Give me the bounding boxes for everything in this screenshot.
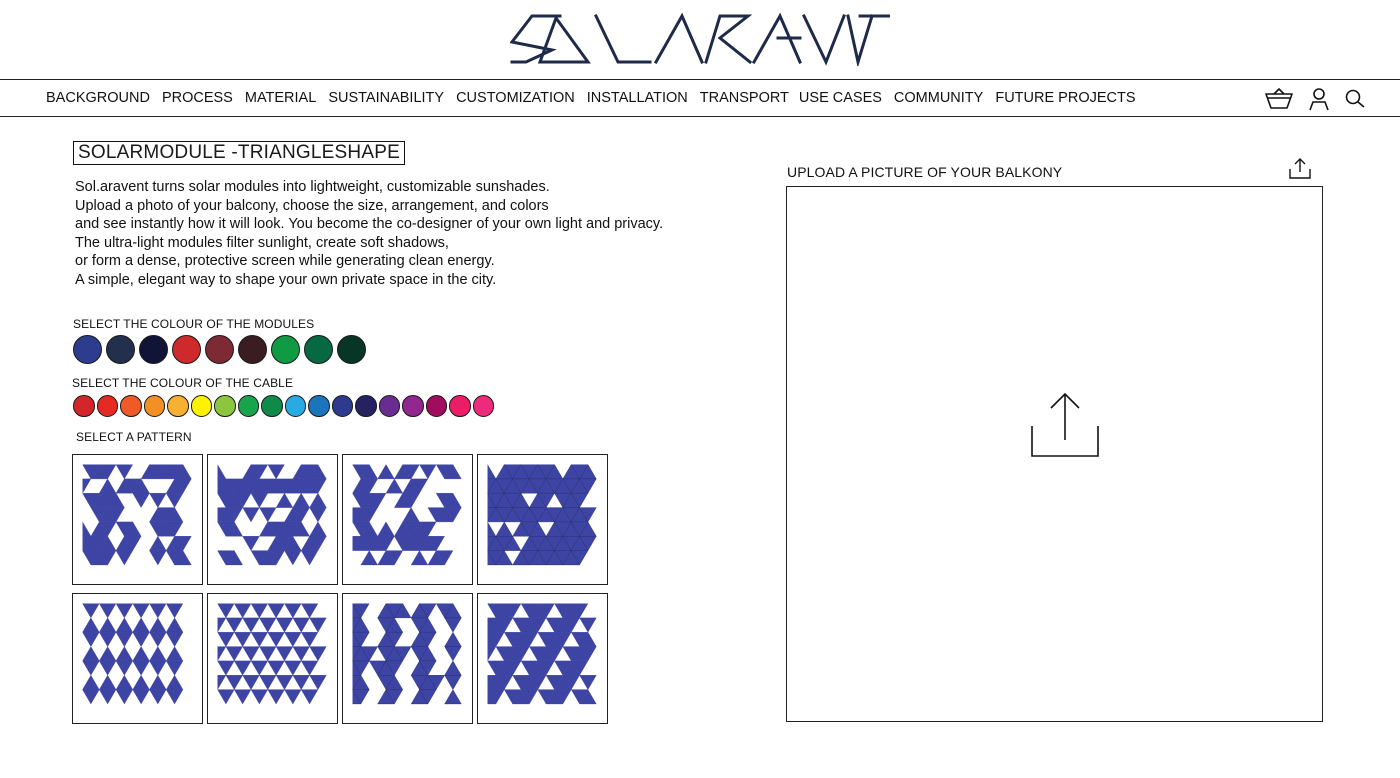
module-colour-swatch[interactable] <box>304 335 333 364</box>
pattern-triangle <box>209 647 226 661</box>
pattern-triangle <box>293 647 310 661</box>
cable-colour-swatch[interactable] <box>238 395 260 417</box>
pattern-triangle <box>293 493 310 507</box>
pattern-triangle <box>83 675 100 689</box>
pattern-triangle <box>234 604 251 618</box>
pattern-triangle <box>496 522 513 536</box>
pattern-triangle <box>243 675 260 689</box>
pattern-triangle <box>479 522 496 536</box>
pattern-triangle <box>243 536 260 550</box>
module-colour-swatch[interactable] <box>271 335 300 364</box>
pattern-preview <box>478 594 607 723</box>
description-line: The ultra-light modules filter sunlight, create soft shadows, <box>75 234 449 251</box>
pattern-triangle <box>445 661 462 675</box>
pattern-triangle <box>251 661 268 675</box>
pattern-preview <box>208 455 337 584</box>
pattern-triangle <box>99 690 116 704</box>
pattern-triangle <box>276 647 293 661</box>
pattern-triangle <box>166 661 183 675</box>
nav-item-process[interactable]: PROCESS <box>161 90 233 106</box>
pattern-triangle <box>133 690 150 704</box>
pattern-triangle <box>301 661 318 675</box>
pattern-triangle <box>293 675 310 689</box>
nav-item-background[interactable]: BACKGROUND <box>46 90 150 106</box>
pattern-triangle <box>580 618 597 632</box>
pattern-triangle <box>251 493 268 507</box>
pattern-dense-holes[interactable] <box>477 454 608 585</box>
pattern-triangle <box>226 618 243 632</box>
pattern-triangle <box>166 690 183 704</box>
pattern-triangle <box>226 675 243 689</box>
nav-item-customization[interactable]: CUSTOMIZATION <box>456 90 575 106</box>
pattern-triangle <box>133 632 150 646</box>
nav-item-transport[interactable]: TRANSPORT <box>699 90 789 106</box>
upload-label: UPLOAD A PICTURE OF YOUR BALKONY <box>787 164 1063 180</box>
cable-colour-swatch[interactable] <box>73 395 95 417</box>
pattern-triangle <box>116 661 133 675</box>
basket-icon[interactable] <box>1264 87 1294 111</box>
pattern-triangle <box>74 522 91 536</box>
pattern-triangle <box>99 661 116 675</box>
pattern-triangle <box>83 618 100 632</box>
pattern-triangle <box>268 632 285 646</box>
pattern-triangle <box>243 647 260 661</box>
pattern-triangle <box>310 618 327 632</box>
pattern-triangle <box>133 618 150 632</box>
pattern-triangle <box>133 661 150 675</box>
pattern-triangle <box>74 479 91 493</box>
brand-logo[interactable] <box>510 12 890 66</box>
cable-colour-swatch[interactable] <box>402 395 424 417</box>
pattern-triangle <box>149 647 166 661</box>
module-colour-swatch[interactable] <box>106 335 135 364</box>
pattern-triangle <box>243 508 260 522</box>
pattern-triangle <box>116 604 133 618</box>
pattern-triangle <box>166 632 183 646</box>
pattern-triangle <box>149 661 166 675</box>
description-line: Sol.aravent turns solar modules into lightweight, customizable sunshades. <box>75 179 550 195</box>
upload-dropzone[interactable] <box>786 186 1323 722</box>
pattern-triangle <box>301 632 318 646</box>
cable-colour-swatch[interactable] <box>332 395 354 417</box>
search-icon[interactable] <box>1344 88 1366 110</box>
pattern-preview <box>73 455 202 584</box>
nav-menu <box>46 80 1136 116</box>
pattern-triangle <box>234 632 251 646</box>
pattern-triangle <box>284 661 301 675</box>
pattern-triangle <box>116 647 133 661</box>
pattern-triangle <box>149 632 166 646</box>
module-colour-swatch[interactable] <box>238 335 267 364</box>
pattern-label: SELECT A PATTERN <box>76 430 192 444</box>
cable-colour-swatch[interactable] <box>449 395 471 417</box>
pattern-triangle <box>83 647 100 661</box>
cable-colour-swatch[interactable] <box>191 395 213 417</box>
pattern-triangle <box>259 508 276 522</box>
pattern-triangle <box>445 618 462 632</box>
pattern-triangle <box>133 493 150 507</box>
pattern-triangle <box>445 690 462 704</box>
pattern-triangle <box>259 647 276 661</box>
pattern-triangle <box>209 465 226 479</box>
pattern-triangle <box>99 618 116 632</box>
pattern-triangle <box>276 618 293 632</box>
pattern-triangle <box>149 690 166 704</box>
pattern-triangle <box>251 690 268 704</box>
upload-icon[interactable] <box>1288 157 1312 181</box>
pattern-triangle <box>149 493 166 507</box>
description-line: A simple, elegant way to shape your own private space in the city. <box>75 271 497 288</box>
pattern-triangle <box>284 551 301 565</box>
pattern-triangle <box>133 604 150 618</box>
pattern-triangle <box>378 522 395 536</box>
cable-colour-swatch[interactable] <box>120 395 142 417</box>
pattern-triangle <box>116 465 133 479</box>
pattern-triangle <box>99 647 116 661</box>
module-colour-swatch[interactable] <box>172 335 201 364</box>
pattern-triangle <box>310 647 327 661</box>
module-colour-swatch[interactable] <box>73 335 102 364</box>
pattern-triangle <box>218 632 235 646</box>
pattern-scattered-1[interactable] <box>72 454 203 585</box>
pattern-triangle <box>310 675 327 689</box>
pattern-triangle <box>83 690 100 704</box>
pattern-triangle <box>218 661 235 675</box>
module-colour-picker <box>73 335 366 364</box>
pattern-selector <box>72 454 608 724</box>
nav-item-sustainability[interactable]: SUSTAINABILITY <box>328 90 445 106</box>
pattern-triangle <box>445 647 462 661</box>
pattern-diamonds[interactable] <box>72 593 203 724</box>
nav-item-use-cases[interactable]: USE CASES <box>798 90 882 106</box>
description-line: or form a dense, protective screen while generating clean energy. <box>75 253 495 269</box>
pattern-preview <box>478 455 607 584</box>
pattern-triangle <box>149 604 166 618</box>
pattern-triangle <box>83 632 100 646</box>
upload-large-icon <box>1030 392 1100 458</box>
pattern-triangle <box>445 675 462 689</box>
cable-colour-swatch[interactable] <box>261 395 283 417</box>
pattern-triangle <box>209 675 226 689</box>
module-colour-swatch[interactable] <box>205 335 234 364</box>
pattern-triangle <box>234 690 251 704</box>
cable-colour-swatch[interactable] <box>355 395 377 417</box>
pattern-triangle <box>116 690 133 704</box>
pattern-triangle <box>243 618 260 632</box>
pattern-triangle <box>149 551 166 565</box>
cable-colour-swatch[interactable] <box>473 395 495 417</box>
pattern-triangle <box>133 675 150 689</box>
pattern-triangle <box>580 675 597 689</box>
pattern-triangle <box>293 618 310 632</box>
pattern-preview <box>343 455 472 584</box>
product-description <box>75 178 735 289</box>
pattern-triangle <box>209 618 226 632</box>
pattern-inverted-triangles[interactable] <box>207 593 338 724</box>
pattern-triangle <box>301 551 318 565</box>
pattern-triangle <box>268 604 285 618</box>
nav-item-installation[interactable]: INSTALLATION <box>586 90 688 106</box>
pattern-triangle <box>310 493 327 507</box>
pattern-triangle <box>234 661 251 675</box>
module-colour-swatch[interactable] <box>337 335 366 364</box>
pattern-triangle <box>116 675 133 689</box>
nav-item-future-projects[interactable]: FUTURE PROJECTS <box>995 90 1136 106</box>
pattern-triangle <box>251 604 268 618</box>
pattern-triangle <box>284 604 301 618</box>
pattern-triangle <box>226 647 243 661</box>
pattern-zigzag-columns[interactable] <box>477 593 608 724</box>
pattern-triangle <box>479 465 496 479</box>
cable-colour-swatch[interactable] <box>167 395 189 417</box>
nav-item-community[interactable]: COMMUNITY <box>893 90 984 106</box>
pattern-triangle <box>361 551 378 565</box>
pattern-triangle <box>99 632 116 646</box>
cable-colour-picker <box>73 395 494 417</box>
pattern-triangle <box>99 675 116 689</box>
pattern-triangle <box>166 604 183 618</box>
pattern-triangle <box>116 632 133 646</box>
pattern-triangle <box>83 661 100 675</box>
cable-colour-swatch[interactable] <box>426 395 448 417</box>
pattern-triangle <box>149 675 166 689</box>
cable-colour-swatch[interactable] <box>308 395 330 417</box>
pattern-triangle <box>116 618 133 632</box>
pattern-preview <box>208 594 337 723</box>
pattern-triangle <box>149 618 166 632</box>
pattern-triangle <box>259 675 276 689</box>
nav-icon-group <box>1264 84 1366 114</box>
nav-item-material[interactable]: MATERIAL <box>244 90 317 106</box>
pattern-triangle <box>218 690 235 704</box>
pattern-triangle <box>166 647 183 661</box>
pattern-triangle <box>251 632 268 646</box>
pattern-triangle <box>99 479 116 493</box>
pattern-preview <box>343 594 472 723</box>
pattern-preview <box>73 594 202 723</box>
cable-colour-swatch[interactable] <box>144 395 166 417</box>
pattern-triangle <box>419 465 436 479</box>
pattern-triangle <box>83 604 100 618</box>
pattern-triangle <box>403 508 420 522</box>
pattern-triangle <box>276 675 293 689</box>
pattern-triangle <box>378 465 395 479</box>
pattern-triangle <box>116 551 133 565</box>
pattern-triangle <box>479 647 496 661</box>
cable-colour-swatch[interactable] <box>214 395 236 417</box>
pattern-triangle <box>259 618 276 632</box>
description-line: Upload a photo of your balcony, choose the size, arrangement, and colors <box>75 197 549 214</box>
pattern-scattered-2[interactable] <box>207 454 338 585</box>
pattern-triangle <box>386 479 403 493</box>
pattern-triangle <box>301 690 318 704</box>
pattern-hex-columns[interactable] <box>342 593 473 724</box>
description-line: and see instantly how it will look. You become the co-designer of your own light and privacy. <box>75 216 664 232</box>
pattern-triangle <box>218 604 235 618</box>
pattern-triangle <box>149 536 166 550</box>
module-colour-swatch[interactable] <box>139 335 168 364</box>
pattern-triangle <box>284 632 301 646</box>
pattern-triangle <box>166 675 183 689</box>
pattern-triangle <box>268 661 285 675</box>
pattern-triangle <box>445 632 462 646</box>
page-title: SOLARMODULE -TRIANGLESHAPE <box>73 141 405 165</box>
pattern-triangle <box>310 522 327 536</box>
cable-colour-swatch[interactable] <box>379 395 401 417</box>
user-icon[interactable] <box>1308 87 1330 111</box>
pattern-triangle <box>133 647 150 661</box>
pattern-scattered-3[interactable] <box>342 454 473 585</box>
pattern-triangle <box>268 690 285 704</box>
cable-colour-label: SELECT THE COLOUR OF THE CABLE <box>72 376 294 390</box>
pattern-triangle <box>301 604 318 618</box>
pattern-triangle <box>268 465 285 479</box>
pattern-triangle <box>284 690 301 704</box>
module-colour-label: SELECT THE COLOUR OF THE MODULES <box>73 317 315 331</box>
pattern-triangle <box>166 618 183 632</box>
cable-colour-swatch[interactable] <box>285 395 307 417</box>
pattern-triangle <box>411 551 428 565</box>
pattern-triangle <box>310 508 327 522</box>
cable-colour-swatch[interactable] <box>97 395 119 417</box>
pattern-triangle <box>99 604 116 618</box>
pattern-triangle <box>166 493 183 507</box>
pattern-triangle <box>276 493 293 507</box>
main-navigation <box>0 79 1400 117</box>
